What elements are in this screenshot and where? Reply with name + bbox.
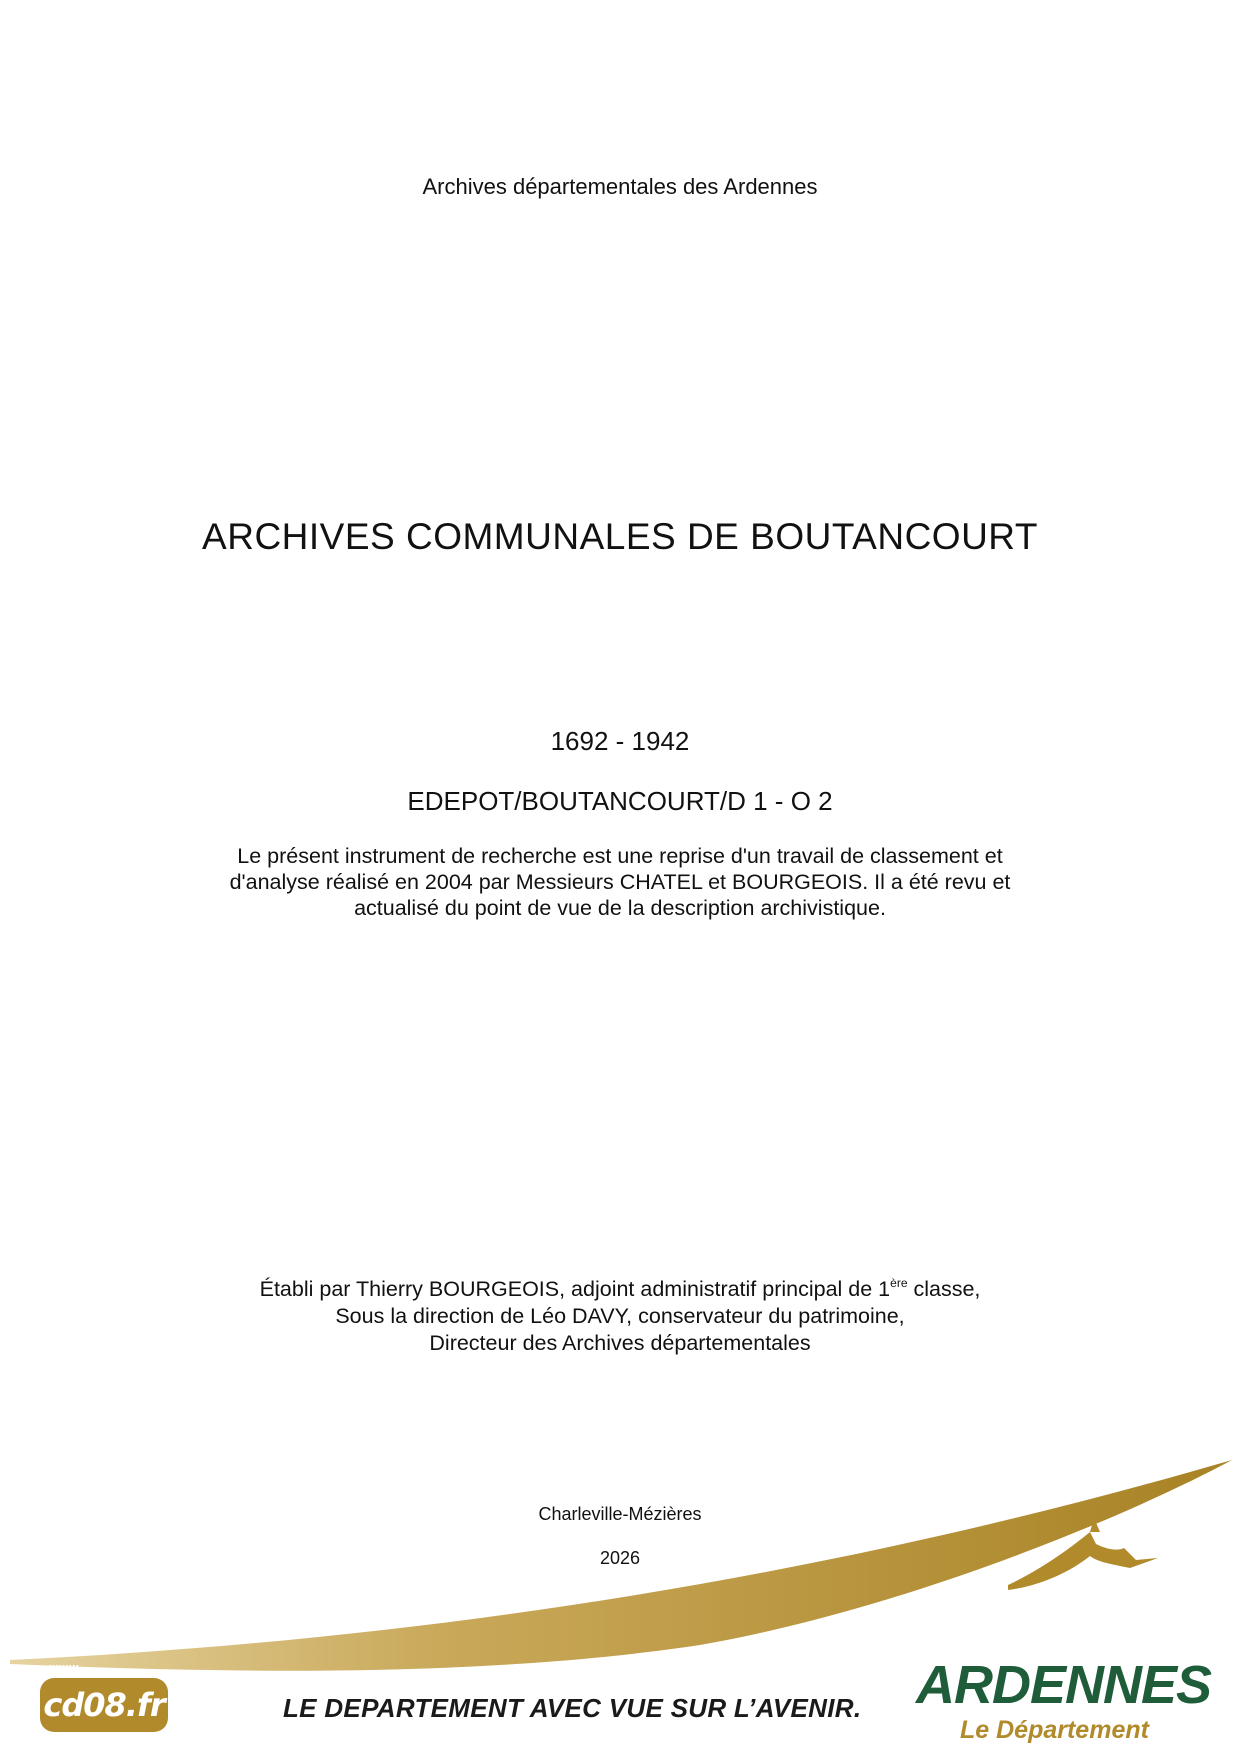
cd08-logo [40, 1661, 168, 1732]
credits-ordinal-sup: ère [890, 1276, 908, 1290]
department-slogan: LE DEPARTEMENT AVEC VUE SUR L’AVENIR. [283, 1693, 862, 1723]
description-line: d'analyse réalisé en 2004 par Messieurs CHATEL et BOURGEOIS. Il a été revu et [229, 870, 1011, 894]
credits-author-line [0, 1276, 1240, 1303]
credits-author-text: Établi par Thierry BOURGEOIS, adjoint administratif principal de 1 [259, 1277, 891, 1301]
credits-director-line: Directeur des Archives départementales [429, 1331, 811, 1355]
place-name: Charleville-Mézières [538, 1504, 702, 1524]
document-title: ARCHIVES COMMUNALES DE BOUTANCOURT [202, 516, 1038, 557]
description-line: actualisé du point de vue de la description archivistique. [354, 896, 886, 920]
credits-block [0, 1276, 1240, 1357]
description-line: Le présent instrument de recherche est une reprise d'un travail de classement et [237, 844, 1003, 868]
archive-reference: EDEPOT/BOUTANCOURT/D 1 - O 2 [407, 786, 833, 816]
credits-direction-line: Sous la direction de Léo DAVY, conservateur du patrimoine, [335, 1304, 905, 1328]
credits-author-suffix: classe, [907, 1277, 981, 1301]
publication-year: 2026 [599, 1548, 641, 1568]
ardennes-logo-subtitle: Le Département [960, 1716, 1149, 1744]
ardennes-logo-text: ARDENNES [916, 1655, 1212, 1715]
description-paragraph [0, 843, 1240, 921]
date-range: 1692 - 1942 [550, 726, 690, 756]
cd08-logo-prefix: www [48, 1661, 79, 1674]
institution-name: Archives départementales des Ardennes [422, 174, 818, 199]
cd08-logo-text: cd08.fr [43, 1686, 165, 1724]
